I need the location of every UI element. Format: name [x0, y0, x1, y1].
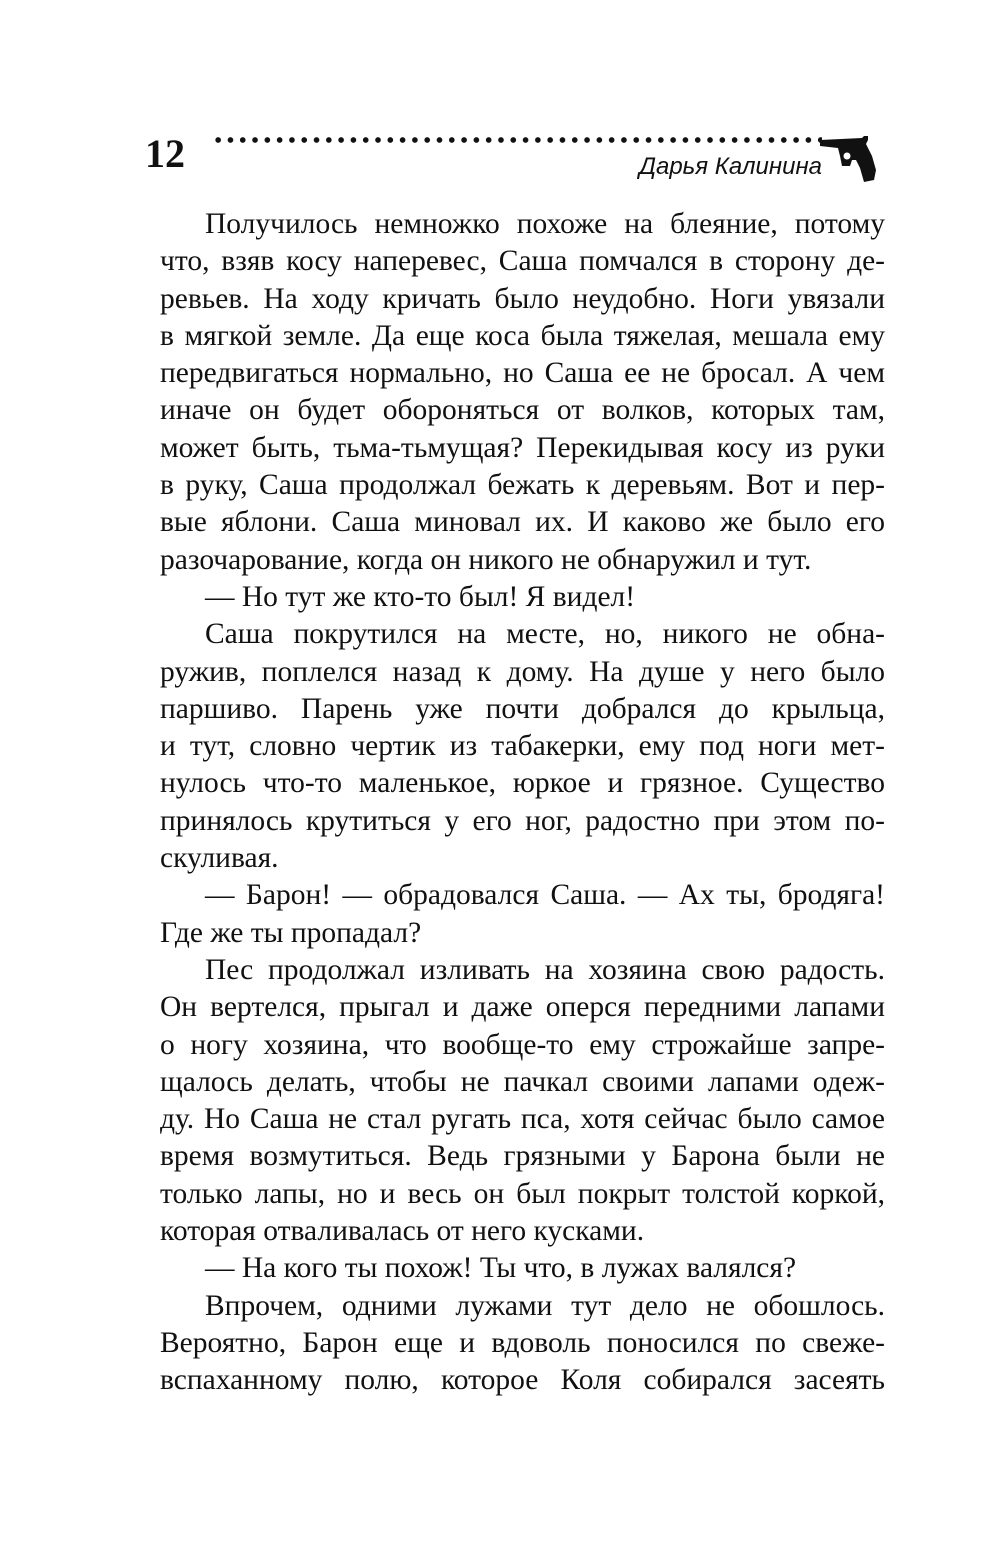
- text-line: может быть, тьма-тьмущая? Перекидывая косу из руки: [160, 431, 885, 464]
- text-line: вспаханному полю, которое Коля собирался засеять: [160, 1364, 885, 1397]
- text-line: передвигаться нормально, но Саша ее не бросал. А чем: [160, 357, 885, 390]
- text-line: — Но тут же кто-то был! Я видел!: [205, 580, 636, 613]
- revolver-icon: [818, 134, 878, 184]
- text-line: разочарование, когда он никого не обнаружил и тут.: [160, 543, 812, 576]
- text-line: иначе он будет обороняться от волков, которых там,: [160, 394, 885, 427]
- text-line: Получилось немножко похоже на блеяние, потому: [205, 208, 885, 240]
- page-number: 12: [145, 131, 185, 176]
- text-line: паршиво. Парень уже почти добрался до крыльца,: [160, 692, 885, 725]
- text-line: — Барон! — обрадовался Саша. — Ах ты, бродяга!: [205, 879, 885, 912]
- text-line: Впрочем, одними лужами тут дело не обошлось.: [205, 1289, 885, 1322]
- text-line: — На кого ты похож! Ты что, в лужах валялся?: [205, 1252, 797, 1285]
- text-line: вые яблони. Саша миновал их. И каково же было его: [160, 506, 885, 539]
- text-line: о ногу хозяина, что вообще-то ему строжайше запре-: [160, 1028, 885, 1061]
- text-line: Где же ты пропадал?: [160, 916, 422, 949]
- running-header-author: Дарья Калинина: [639, 153, 822, 180]
- text-line: щалось делать, чтобы не пачкал своими лапами одеж-: [160, 1065, 885, 1098]
- text-line: что, взяв косу наперевес, Саша помчался в сторону де-: [160, 245, 885, 278]
- text-line: Пес продолжал изливать на хозяина свою радость.: [205, 953, 885, 986]
- text-line: ружив, поплелся назад к дому. На душе у него было: [160, 655, 885, 688]
- body-text: [160, 206, 885, 1400]
- text-line: которая отваливалась от него кусками.: [160, 1215, 645, 1248]
- text-line: в руку, Саша продолжал бежать к деревьям. Вот и пер-: [160, 469, 885, 502]
- text-line: принялось крутиться у его ног, радостно при этом по-: [160, 804, 885, 837]
- text-line: Саша покрутился на месте, но, никого не обна-: [205, 618, 885, 651]
- text-line: в мягкой земле. Да еще коса была тяжелая, мешала ему: [160, 319, 885, 352]
- text-line: время возмутиться. Ведь грязными у Барона были не: [160, 1140, 885, 1173]
- text-line: Он вертелся, прыгал и даже оперся передними лапами: [160, 991, 885, 1024]
- text-line: Вероятно, Барон еще и вдоволь поносился по свеже-: [160, 1326, 885, 1359]
- text-line: только лапы, но и весь он был покрыт толстой коркой,: [160, 1177, 885, 1210]
- text-line: ревьев. На ходу кричать было неудобно. Ноги увязали: [160, 282, 885, 315]
- text-line: скуливая.: [160, 842, 279, 875]
- text-line: и тут, словно чертик из табакерки, ему под ноги мет-: [160, 730, 885, 763]
- text-line: ду. Но Саша не стал ругать пса, хотя сейчас было самое: [160, 1103, 885, 1136]
- dotted-rule: [212, 136, 822, 144]
- text-line: нулось что-то маленькое, юркое и грязное. Существо: [160, 767, 885, 800]
